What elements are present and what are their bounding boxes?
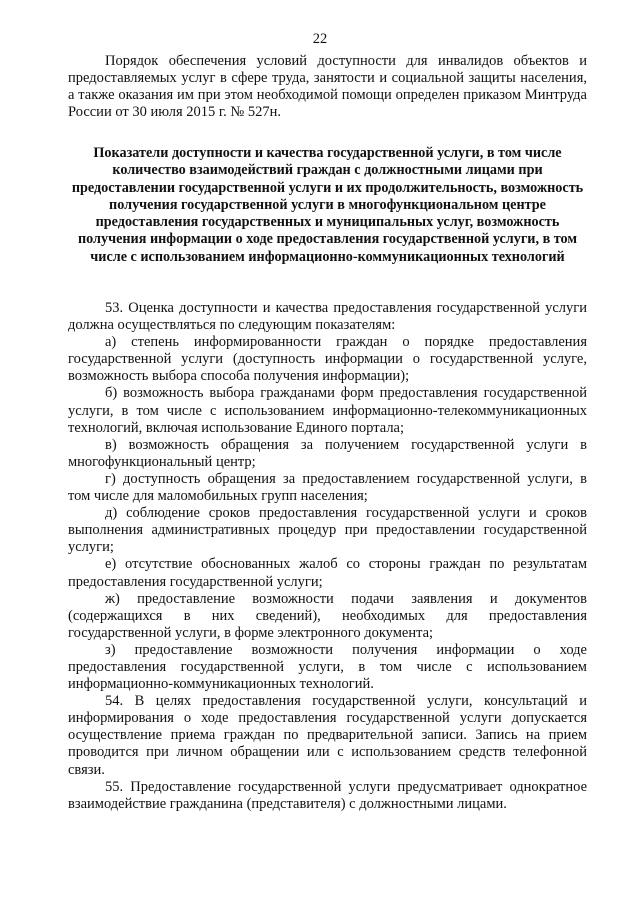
item-z: з) предоставление возможности получения информации о ходе предоставления государственной услуги, в том числе с использованием информационно-коммуникационных технологий. — [68, 641, 587, 693]
item-zh: ж) предоставление возможности подачи заявления и документов (содержащихся в них сведений), необходимых для предоставления государственной услуги, в форме электронного документа; — [68, 590, 587, 641]
item-d: д) соблюдение сроков предоставления государственной услуги и сроков выполнения административных процедур при предоставлении государственной услуги; — [68, 505, 587, 556]
item-v: в) возможность обращения за получением государственной услуги в многофункциональный центр; — [68, 436, 587, 470]
paragraph-55: 55. Предоставление государственной услуги предусматривает однократное взаимодействие гражданина (представителя) с должностными лицами. — [68, 778, 587, 812]
paragraph-54: 54. В целях предоставления государственной услуги, консультаций и информирования о ходе предоставления государственной услуги допускается осуществление приема граждан по предварительной записи. Запись на прием проводится при личном обращении или с использованием средств телефонной связи. — [68, 693, 587, 778]
paragraph-53: 53. Оценка доступности и качества предоставления государственной услуги должна осуществляться по следующим показателям: — [68, 300, 587, 334]
item-a: а) степень информированности граждан о порядке предоставления государственной услуги (доступность информации о государственной услуге, возможность выбора способа получения информации); — [68, 334, 587, 385]
intro-paragraph-block — [68, 53, 587, 121]
page-number: 22 — [312, 31, 328, 47]
numbered-items — [68, 300, 587, 813]
item-e: е) отсутствие обоснованных жалоб со стороны граждан по результатам предоставления государственной услуги; — [68, 556, 587, 590]
section-heading: Показатели доступности и качества государственной услуги, в том числе количество взаимодействий граждан с должностными лицами при предоставлении государственной услуги и их продолжительность, возможность получения государственной услуги в многофункциональном центре предоставления государственных и муниципальных услуг, возможность получения информации о ходе предоставления государственной услуги, в том числе с использованием информационно-коммуникационных технологий — [71, 145, 584, 265]
item-g: г) доступность обращения за предоставлением государственной услуги, в том числе для маломобильных групп населения; — [68, 470, 587, 505]
item-b: б) возможность выбора гражданами форм предоставления государственной услуги, в том числе с использованием информационно-телекоммуникационных технологий, включая использование Единого портала; — [68, 385, 587, 436]
intro-paragraph: Порядок обеспечения условий доступности для инвалидов объектов и предоставляемых услуг в сфере труда, занятости и социальной защиты населения, а также оказания им при этом необходимой помощи определен приказом Минтруда России от 30 июля 2015 г. № 527н. — [68, 53, 587, 121]
